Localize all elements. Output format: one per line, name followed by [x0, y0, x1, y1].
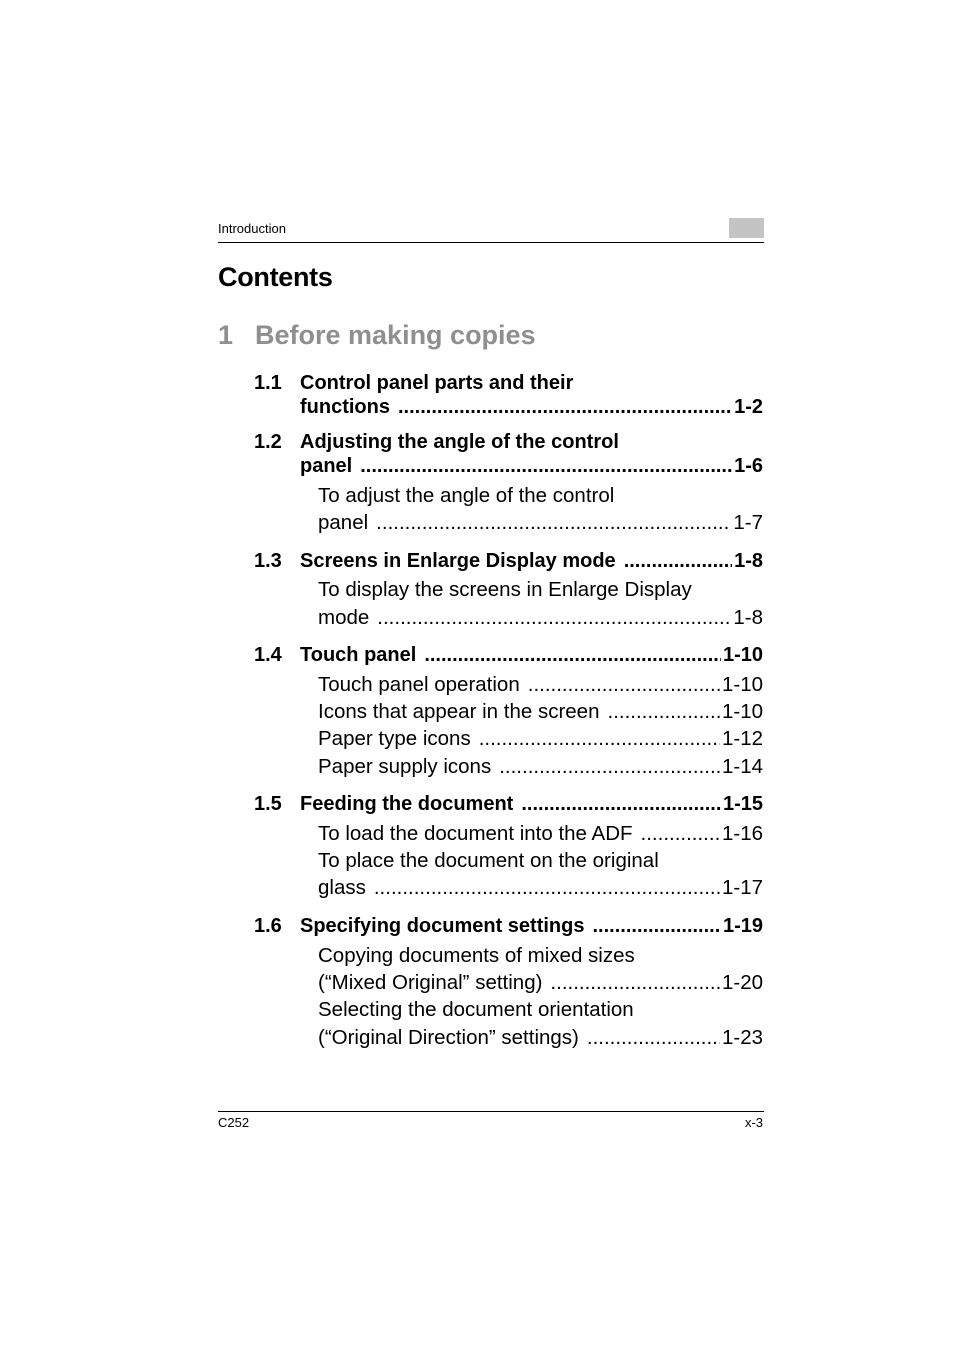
toc-subentry[interactable]: [318, 511, 763, 535]
toc-subentry[interactable]: [318, 484, 763, 508]
toc-subentry-title: To display the screens in Enlarge Display: [318, 578, 692, 601]
toc-subentry-title: glass: [318, 876, 366, 899]
dot-leader: [377, 606, 731, 630]
dot-leader: [499, 755, 720, 779]
footer-model: C252: [218, 1115, 250, 1130]
dot-leader: [398, 396, 732, 419]
toc-page-number: 1-10: [721, 673, 763, 696]
toc-page-number: 1-8: [734, 550, 763, 572]
dot-leader: [521, 793, 721, 816]
toc-entry-title: Adjusting the angle of the control: [300, 431, 619, 453]
toc-subentry[interactable]: [318, 1026, 763, 1050]
toc-entry[interactable]: [300, 372, 762, 395]
dot-leader: [376, 511, 731, 535]
footer-page-number: x-3: [744, 1115, 763, 1130]
toc-page-number: 1-14: [721, 755, 763, 778]
dot-leader: [550, 971, 720, 995]
toc-subentry[interactable]: [318, 822, 763, 846]
toc-entry[interactable]: [300, 431, 762, 454]
dot-leader: [374, 876, 720, 900]
toc-subentry-title: To place the document on the original: [318, 849, 659, 872]
section-number: 1.2: [254, 431, 282, 453]
toc-page-number: 1-16: [721, 822, 763, 845]
dot-leader: [424, 644, 721, 667]
running-header: Introduction: [218, 221, 286, 236]
section-number: 1.6: [254, 915, 282, 937]
toc-subentry[interactable]: [318, 849, 763, 873]
page-title: Contents: [218, 262, 333, 292]
toc-entry-title: Screens in Enlarge Display mode: [300, 550, 616, 572]
section-number: 1.4: [254, 644, 282, 666]
toc-page-number: 1-12: [721, 727, 763, 750]
chapter-number: 1: [218, 320, 234, 350]
toc-entry-title: Specifying document settings: [300, 915, 585, 937]
toc-subentry-title: mode: [318, 606, 370, 629]
section-number: 1.1: [254, 372, 282, 394]
toc-subentry-title: Paper type icons: [318, 727, 471, 750]
toc-subentry[interactable]: [318, 944, 763, 968]
toc-subentry-title: Icons that appear in the screen: [318, 700, 600, 723]
toc-subentry[interactable]: [318, 700, 763, 724]
toc-entry-title: functions: [300, 396, 390, 418]
toc-subentry[interactable]: [318, 998, 763, 1022]
toc-subentry-title: To adjust the angle of the control: [318, 484, 615, 507]
toc-entry[interactable]: [300, 550, 763, 573]
dot-leader: [528, 673, 720, 697]
toc-subentry[interactable]: [318, 876, 763, 900]
footer-divider: [218, 1111, 764, 1112]
toc-subentry[interactable]: [318, 971, 763, 995]
toc-entry-title: Feeding the document: [300, 793, 514, 815]
toc-subentry[interactable]: [318, 606, 763, 630]
dot-leader: [608, 700, 720, 724]
chapter-title: Before making copies: [255, 320, 536, 350]
toc-subentry[interactable]: [318, 755, 763, 779]
section-number: 1.5: [254, 793, 282, 815]
toc-page-number: 1-10: [722, 644, 763, 666]
toc-page-number: 1-8: [733, 606, 763, 629]
toc-subentry[interactable]: [318, 673, 763, 697]
toc-page-number: 1-23: [721, 1026, 763, 1049]
toc-subentry-title: panel: [318, 511, 369, 534]
toc-entry-title: panel: [300, 455, 353, 477]
toc-page-number: 1-20: [721, 971, 763, 994]
toc-subentry-title: (“Mixed Original” setting): [318, 971, 543, 994]
toc-subentry-title: Paper supply icons: [318, 755, 492, 778]
toc-entry[interactable]: [300, 915, 763, 938]
dot-leader: [624, 550, 732, 573]
toc-subentry[interactable]: [318, 578, 763, 602]
toc-entry[interactable]: [300, 644, 763, 667]
toc-page-number: 1-7: [733, 511, 763, 534]
toc-entry[interactable]: [300, 396, 763, 419]
dot-leader: [360, 455, 732, 478]
toc-entry[interactable]: [300, 455, 763, 478]
toc-page-number: 1-2: [734, 396, 763, 418]
toc-entry-title: Control panel parts and their: [300, 372, 574, 394]
toc-subentry-title: Copying documents of mixed sizes: [318, 944, 635, 967]
toc-subentry-title: Selecting the document orientation: [318, 998, 634, 1021]
dot-leader: [587, 1026, 720, 1050]
dot-leader: [592, 915, 720, 938]
dot-leader: [479, 727, 720, 751]
toc-entry-title: Touch panel: [300, 644, 417, 666]
toc-page-number: 1-15: [722, 793, 763, 815]
toc-subentry-title: (“Original Direction” settings): [318, 1026, 579, 1049]
toc-page-number: 1-17: [721, 876, 763, 899]
toc-page-number: 1-10: [721, 700, 763, 723]
toc-subentry-title: To load the document into the ADF: [318, 822, 633, 845]
toc-page-number: 1-6: [734, 455, 763, 477]
toc-page-number: 1-19: [722, 915, 763, 937]
section-number: 1.3: [254, 550, 282, 572]
toc-subentry[interactable]: [318, 727, 763, 751]
toc-entry[interactable]: [300, 793, 763, 816]
dot-leader: [641, 822, 720, 846]
toc-subentry-title: Touch panel operation: [318, 673, 520, 696]
